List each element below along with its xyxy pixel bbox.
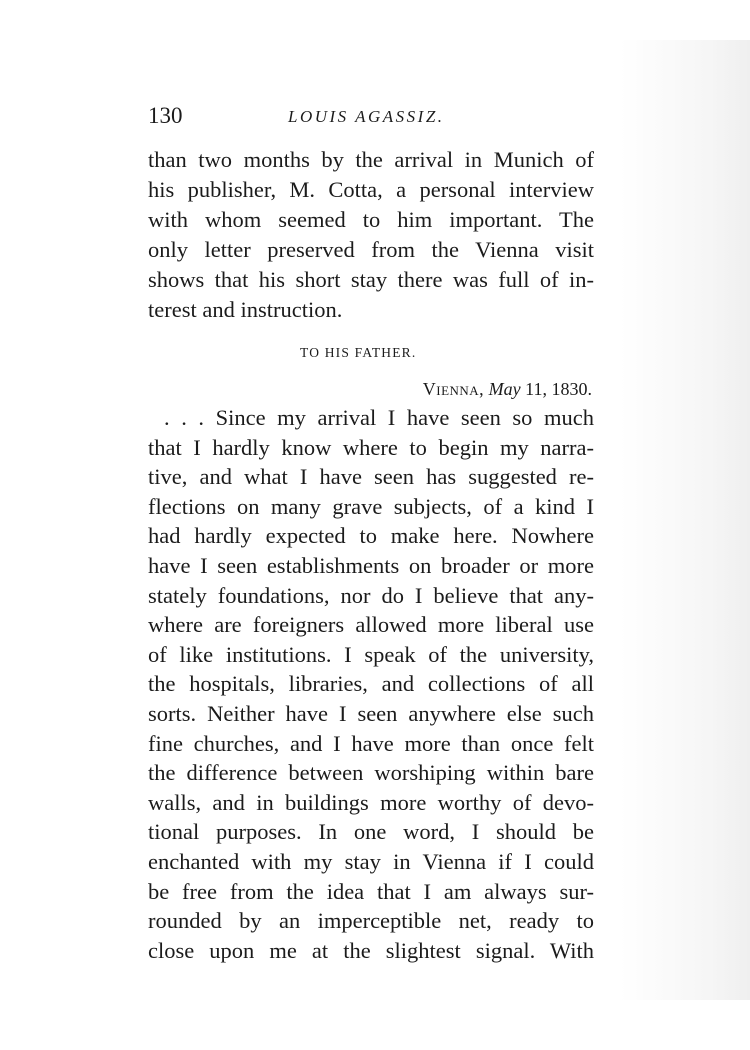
text-line: the hospitals, libraries, and collections of all [148, 671, 594, 697]
text-line: tional purposes. In one word, I should be [148, 819, 594, 845]
text-line: where are foreigners allowed more liberal use [148, 612, 594, 638]
dateline-month: May [488, 379, 521, 399]
dateline-place: Vienna, [422, 379, 485, 399]
text-line: have I seen establishments on broader or more [148, 553, 594, 578]
text-line: than two months by the arrival in Munich of [148, 147, 594, 172]
text-line: shows that his short stay there was full of in- [148, 267, 594, 292]
text-line: enchanted with my stay in Vienna if I could [148, 849, 594, 874]
text-line: fine churches, and I have more than once felt [148, 730, 594, 756]
page-number: 130 [148, 103, 183, 128]
text-line: tive, and what I have seen has suggested re- [148, 464, 594, 490]
page-header [148, 103, 594, 135]
text-line: had hardly expected to make here. Nowhere [148, 523, 594, 549]
letter-dateline [360, 379, 592, 400]
text-line: that I hardly know where to begin my narra- [148, 434, 594, 460]
dateline-day-year: 11, 1830. [525, 379, 592, 399]
text-line: only letter preserved from the Vienna visit [148, 237, 594, 262]
text-line: close upon me at the slightest signal. With [148, 937, 594, 963]
text-line: walls, and in buildings more worthy of devo- [148, 789, 594, 815]
text-line: stately foundations, nor do I believe that any- [148, 582, 594, 608]
text-line: sorts. Neither have I seen anywhere else such [148, 701, 594, 726]
running-title: LOUIS AGASSIZ. [288, 107, 445, 126]
text-line: rounded by an imperceptible net, ready to [148, 908, 594, 934]
text-line: the difference between worshiping within bare [148, 760, 594, 786]
text-line: flections on many grave subjects, of a kind I [148, 493, 594, 519]
text-line: terest and instruction. [148, 297, 343, 322]
text-line: his publisher, M. Cotta, a personal interview [148, 177, 594, 202]
text-line: with whom seemed to him important. The [148, 207, 594, 232]
text-line: . . . Since my arrival I have seen so much [164, 405, 594, 430]
text-line: be free from the idea that I am always sur- [148, 878, 594, 904]
page-edge-shadow [620, 40, 750, 1000]
letter-salutation: TO HIS FATHER. [300, 345, 417, 360]
text-line: of like institutions. I speak of the university, [148, 641, 594, 667]
